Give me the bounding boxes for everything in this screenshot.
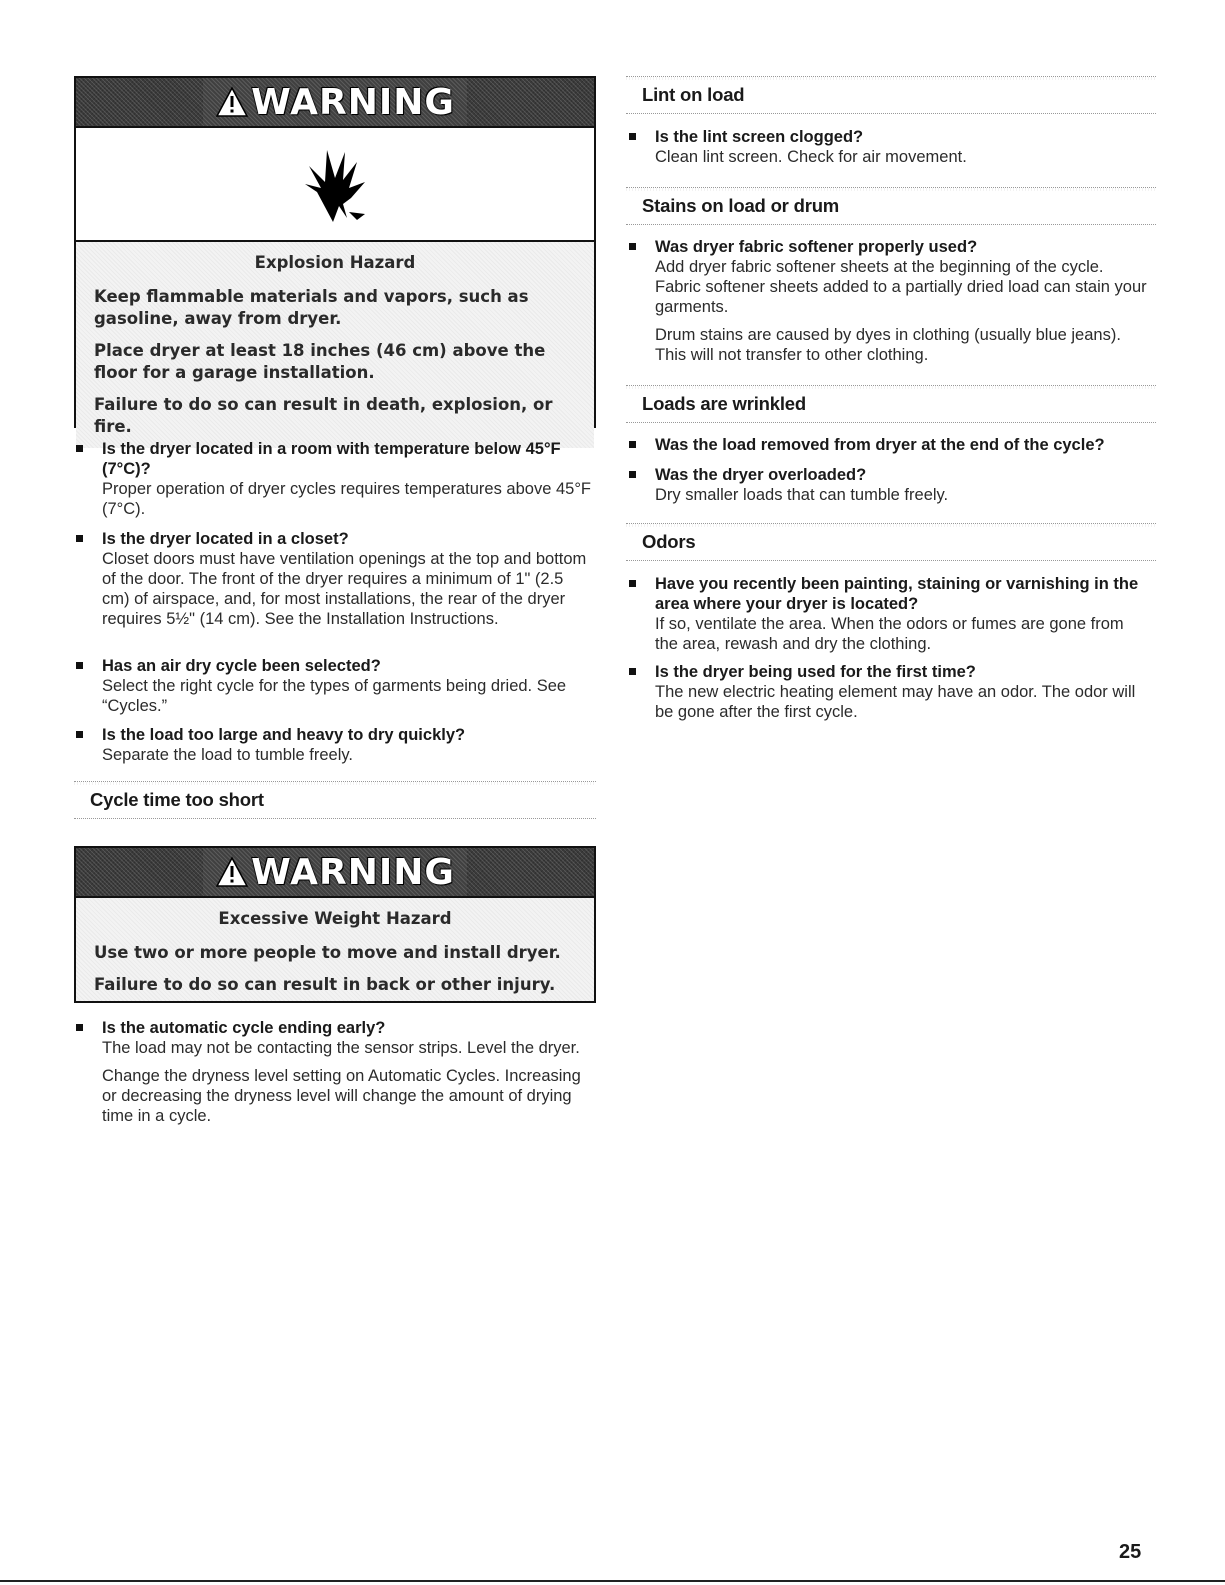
section-title: Lint on load <box>642 84 745 105</box>
question: Is the dryer located in a room with temperature below 45°F (7°C)? <box>102 440 561 478</box>
warning-body <box>76 896 594 1001</box>
list-item <box>655 662 1150 722</box>
warning-title: WARNING <box>251 81 455 123</box>
warning-line: Place dryer at least 18 inches (46 cm) above the floor for a garage installation. <box>94 341 546 382</box>
answer: If so, ventilate the area. When the odors or fumes are gone from the area, rewash and dry the clothing. <box>655 615 1124 653</box>
answer: Drum stains are caused by dyes in clothing (usually blue jeans). This will not transfer to other clothing. <box>655 326 1121 364</box>
explosion-warning-box <box>74 76 596 436</box>
warning-header <box>76 78 594 126</box>
bullet-icon <box>76 731 83 738</box>
warning-header <box>76 848 594 896</box>
section-header <box>626 523 1156 561</box>
warning-line: Failure to do so can result in death, explosion, or fire. <box>94 395 553 436</box>
question: Is the automatic cycle ending early? <box>102 1019 386 1037</box>
bullet-icon <box>629 668 636 675</box>
section-header <box>74 781 596 819</box>
warning-body <box>76 242 594 448</box>
bullet-icon <box>629 243 636 250</box>
warning-line: Use two or more people to move and install dryer. <box>94 943 561 962</box>
question: Is the lint screen clogged? <box>655 128 864 146</box>
bullet-icon <box>629 441 636 448</box>
answer: Change the dryness level setting on Automatic Cycles. Increasing or decreasing the dryness level will change the amount of drying time in a cycle. <box>102 1067 581 1125</box>
list-item <box>102 529 592 629</box>
bullet-icon <box>76 535 83 542</box>
warning-triangle-icon <box>215 85 249 119</box>
list-item <box>655 127 1150 167</box>
question: Is the dryer located in a closet? <box>102 530 349 548</box>
question: Is the load too large and heavy to dry quickly? <box>102 726 466 744</box>
list-item <box>102 725 592 765</box>
bullet-icon <box>629 133 636 140</box>
warning-line: Keep flammable materials and vapors, such as gasoline, away from dryer. <box>94 287 529 328</box>
list-item <box>655 574 1150 654</box>
answer: Dry smaller loads that can tumble freely. <box>655 486 949 504</box>
section-title: Cycle time too short <box>90 789 264 810</box>
bullet-icon <box>76 445 83 452</box>
weight-warning-box <box>74 846 596 1003</box>
hazard-name: Excessive Weight Hazard <box>218 909 452 928</box>
section-header <box>626 76 1156 114</box>
answer: Separate the load to tumble freely. <box>102 746 354 764</box>
question: Was the dryer overloaded? <box>655 466 867 484</box>
list-item <box>655 237 1150 365</box>
explosion-icon <box>295 144 375 224</box>
question: Is the dryer being used for the first time? <box>655 663 976 681</box>
hazard-name: Explosion Hazard <box>254 253 416 272</box>
list-item <box>655 465 1150 505</box>
section-header <box>626 187 1156 225</box>
list-item <box>102 656 592 716</box>
section-title: Stains on load or drum <box>642 195 840 216</box>
section-header <box>626 385 1156 423</box>
warning-title: WARNING <box>251 851 455 893</box>
question: Was dryer fabric softener properly used? <box>655 238 978 256</box>
bottom-rule <box>0 1580 1225 1582</box>
answer: Add dryer fabric softener sheets at the beginning of the cycle. Fabric softener sheets added to a partially dried load can stain your garments. <box>655 258 1147 316</box>
list-item <box>102 439 592 519</box>
bullet-icon <box>629 580 636 587</box>
answer: The load may not be contacting the sensor strips. Level the dryer. <box>102 1039 580 1057</box>
page-number: 25 <box>1119 1541 1142 1563</box>
list-item <box>655 435 1160 455</box>
answer: The new electric heating element may have an odor. The odor will be gone after the first cycle. <box>655 683 1136 721</box>
warning-line: Failure to do so can result in back or other injury. <box>94 975 556 994</box>
answer: Closet doors must have ventilation openings at the top and bottom of the door. The front of the dryer requires a minimum of 1" (2.5 cm) of airspace, and, for most installations, the rear of the dryer requires 5½" (14 cm). See the Installation Instructions. <box>102 550 587 628</box>
answer: Select the right cycle for the types of garments being dried. See “Cycles.” <box>102 677 567 715</box>
bullet-icon <box>629 471 636 478</box>
question: Has an air dry cycle been selected? <box>102 657 381 675</box>
answer: Clean lint screen. Check for air movement. <box>655 148 967 166</box>
question: Have you recently been painting, staining or varnishing in the area where your dryer is located? <box>655 575 1139 613</box>
warning-triangle-icon <box>215 855 249 889</box>
section-title: Loads are wrinkled <box>642 393 806 414</box>
bullet-icon <box>76 1024 83 1031</box>
section-title: Odors <box>642 531 696 552</box>
bullet-icon <box>76 662 83 669</box>
list-item <box>102 1018 592 1126</box>
answer: Proper operation of dryer cycles requires temperatures above 45°F (7°C). <box>102 480 592 518</box>
question: Was the load removed from dryer at the end of the cycle? <box>655 436 1105 454</box>
